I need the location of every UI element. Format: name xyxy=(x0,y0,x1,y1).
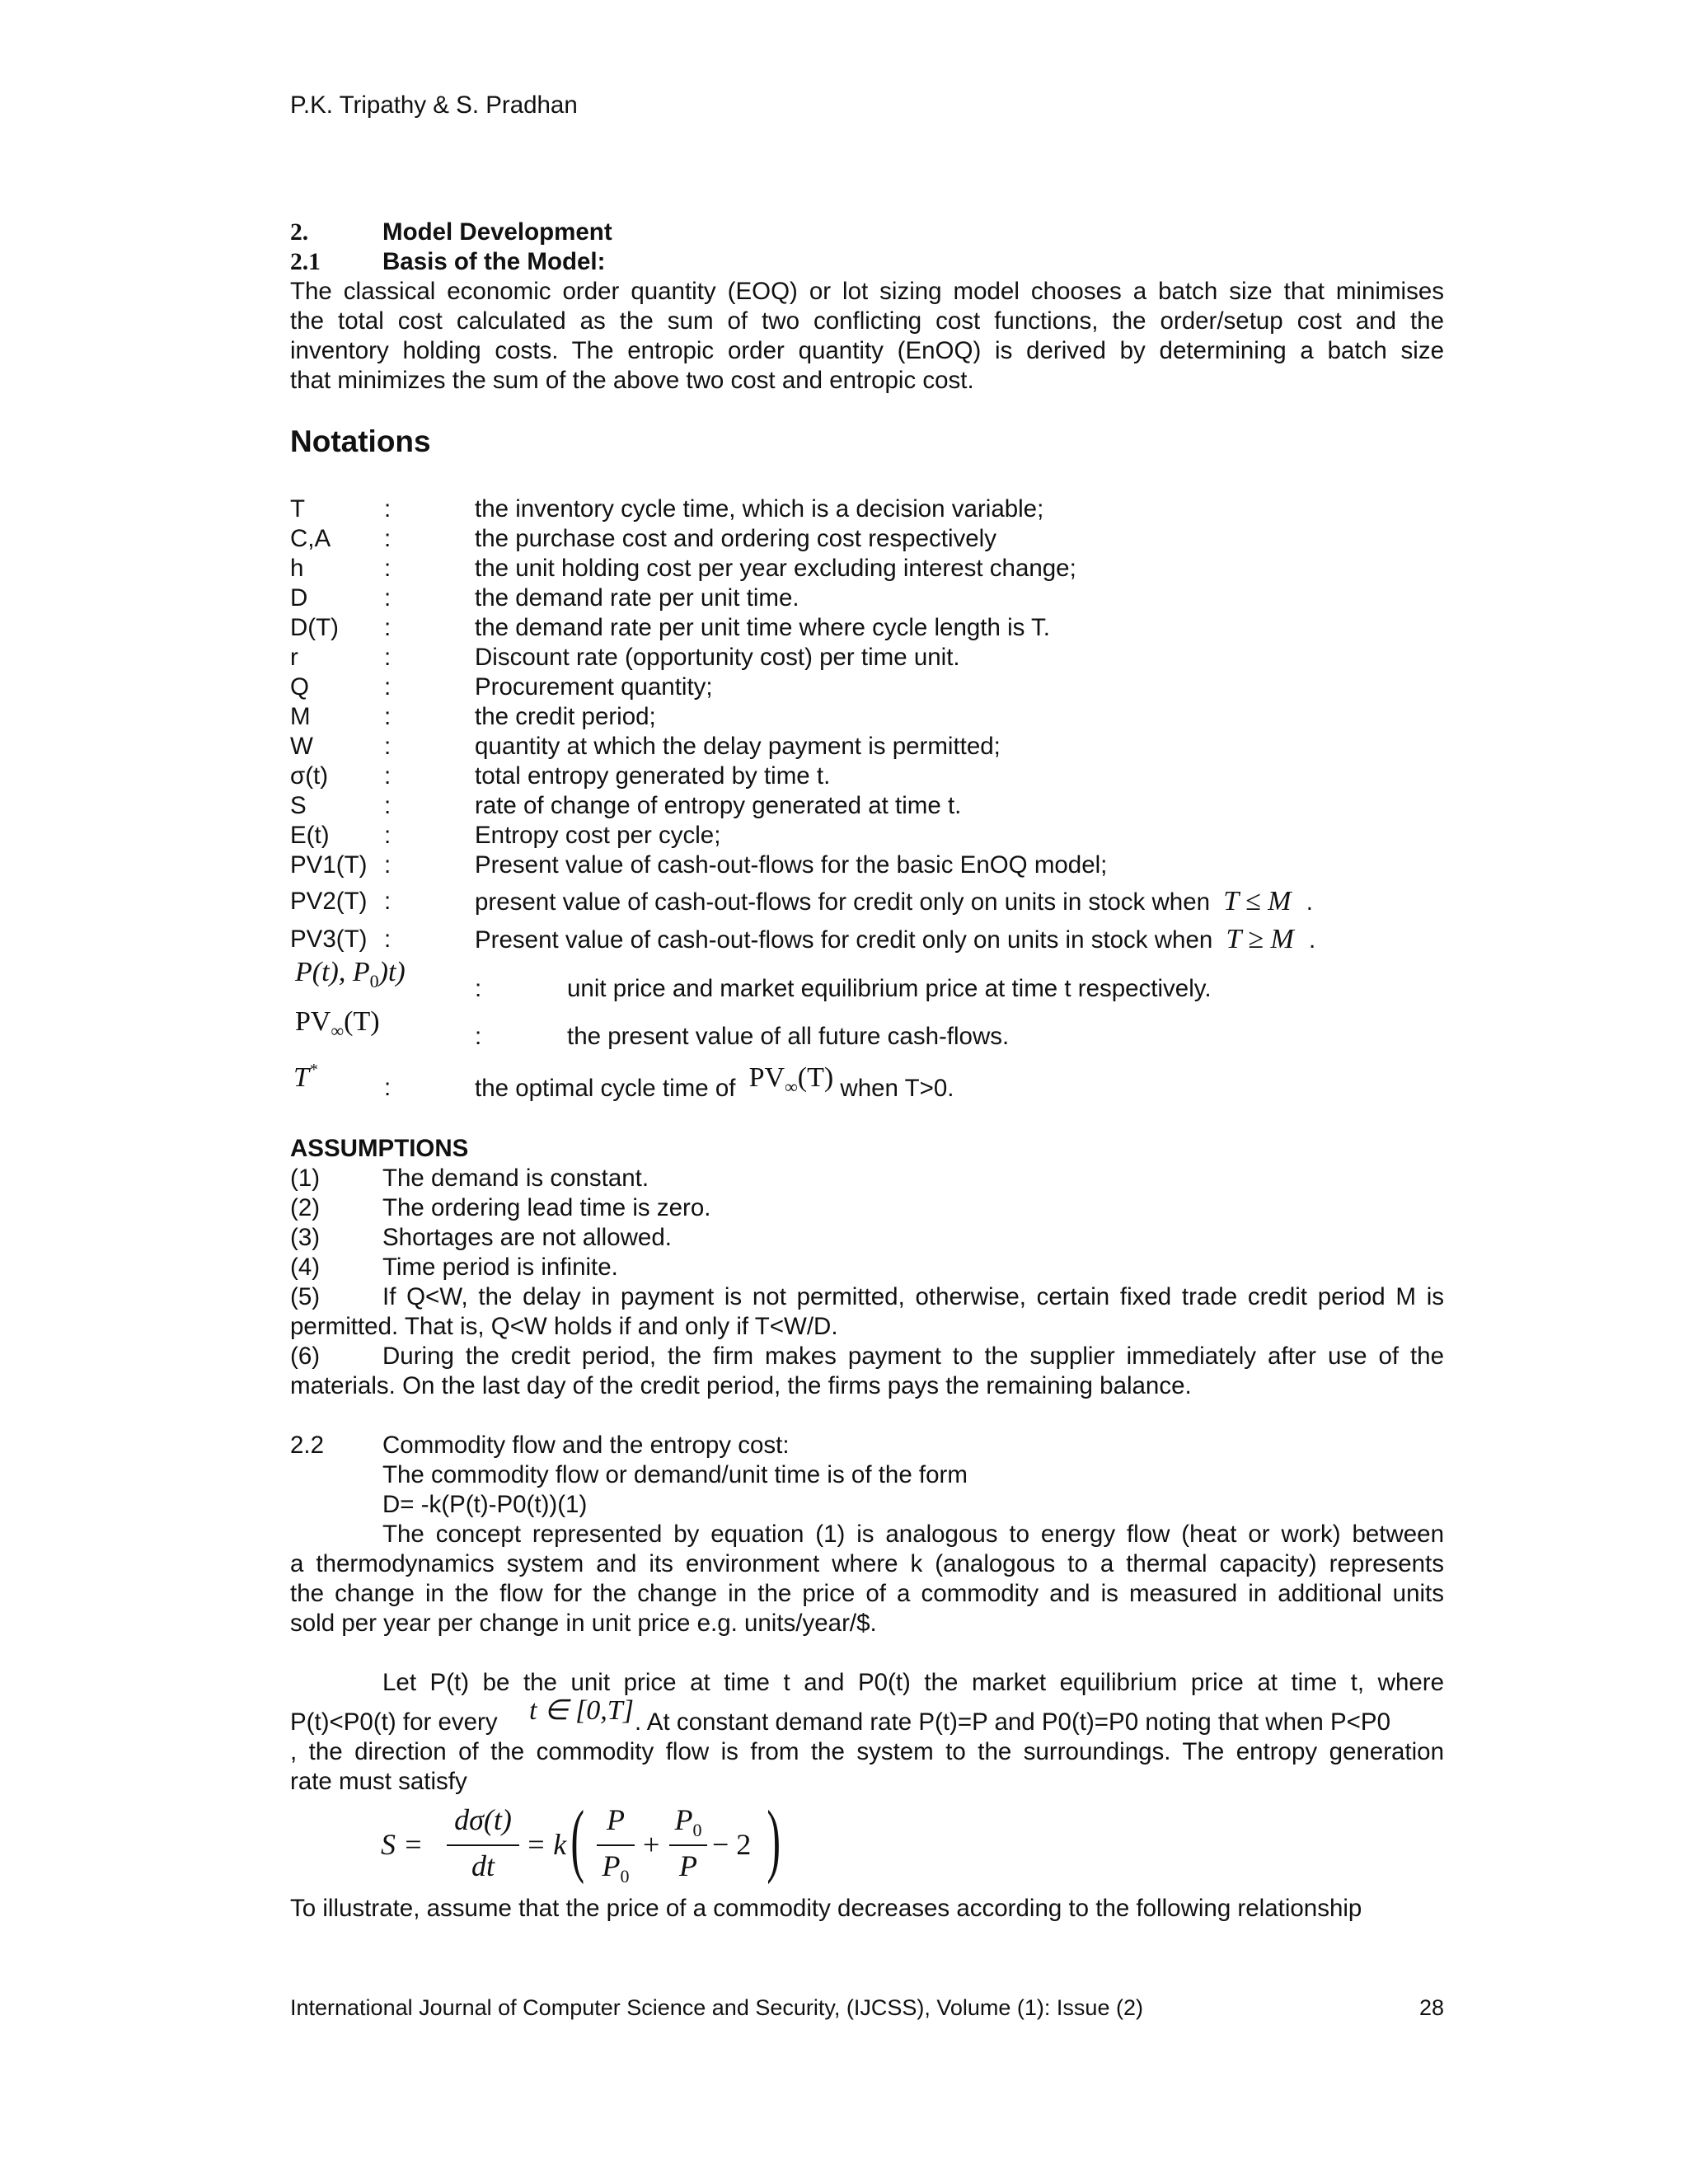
paragraph-line: The concept represented by equation (1) is analogous to energy flow (heat or work) between xyxy=(382,1521,1444,1548)
notation-math-symbol xyxy=(295,958,406,990)
plus-sign: + xyxy=(643,1828,660,1861)
notation-description-text: unit price and market equilibrium price at time t respectively. xyxy=(567,975,1212,1002)
notation-description: Discount rate (opportunity cost) per time unit. xyxy=(475,644,960,671)
notation-symbol: C,A xyxy=(290,525,331,552)
paragraph-line: inventory holding costs. The entropic order quantity (EnOQ) is derived by determining a batch size xyxy=(290,337,1444,364)
inline-math xyxy=(748,1062,834,1097)
notation-description xyxy=(475,1062,954,1105)
notation-description-text: the present value of all future cash-flows. xyxy=(567,1023,1010,1050)
notation-row xyxy=(290,925,1444,954)
notation-description: rate of change of entropy generated at time t. xyxy=(475,792,962,819)
fraction-denominator: dt xyxy=(471,1849,495,1882)
notation-row xyxy=(290,643,1444,673)
notation-colon: : xyxy=(384,792,392,819)
section-title: Commodity flow and the entropy cost: xyxy=(382,1432,790,1459)
notation-description: the unit holding cost per year excluding interest change; xyxy=(475,555,1076,582)
notation-description xyxy=(475,887,1313,917)
assumption-number: (4) xyxy=(290,1254,321,1281)
math-subscript: 0 xyxy=(692,1820,702,1840)
notation-row xyxy=(290,613,1444,643)
notation-colon: : xyxy=(475,975,482,1002)
minus-two: − 2 xyxy=(712,1828,752,1861)
notation-description xyxy=(475,1022,1010,1052)
paragraph-line: the total cost calculated as the sum of two conflicting cost functions, the order/setup cost and the xyxy=(290,307,1444,335)
math-superscript: * xyxy=(308,1061,317,1079)
assumption-text: During the credit period, the firm makes payment to the supplier immediately after use of the xyxy=(382,1343,1444,1370)
assumption-text: Time period is infinite. xyxy=(382,1254,618,1281)
notation-description: quantity at which the delay payment is permitted; xyxy=(475,733,1001,760)
paragraph-line: the change in the flow for the change in the price of a commodity and is measured in additional units xyxy=(290,1580,1444,1607)
notation-symbol: M xyxy=(290,703,311,730)
fraction-bar xyxy=(597,1844,635,1846)
notation-symbol: D(T) xyxy=(290,614,339,641)
entropy-rate-equation xyxy=(381,1793,1040,1899)
notation-description: total entropy generated by time t. xyxy=(475,762,831,790)
math-subscript: ∞ xyxy=(785,1076,798,1097)
notation-description-text: the optimal cycle time of xyxy=(475,1075,736,1102)
notation-description-text: when T>0. xyxy=(840,1075,954,1102)
notation-row xyxy=(290,732,1444,762)
fraction-p0-over-p xyxy=(669,1800,707,1891)
running-header-authors: P.K. Tripathy & S. Pradhan xyxy=(290,91,578,119)
paragraph-line: To illustrate, assume that the price of a commodity decreases according to the following relationship xyxy=(290,1895,1362,1922)
math-part: P xyxy=(674,1803,693,1836)
notation-symbol: Q xyxy=(290,673,309,701)
math-part: )t) xyxy=(378,957,406,987)
right-parenthesis: ) xyxy=(767,1793,781,1885)
fraction-denominator: P xyxy=(679,1849,697,1882)
fraction-numerator: P xyxy=(607,1803,625,1836)
fraction-numerator xyxy=(669,1805,707,1839)
notation-colon: : xyxy=(384,822,392,849)
inline-math: t ∈ [0,T] xyxy=(529,1695,634,1726)
notation-symbol: D xyxy=(290,584,308,612)
notation-colon: : xyxy=(384,555,392,582)
notation-description xyxy=(475,925,1315,955)
notation-row xyxy=(290,524,1444,554)
notation-colon: : xyxy=(384,673,392,701)
notation-colon: : xyxy=(384,525,392,552)
paragraph-line: The commodity flow or demand/unit time is of the form xyxy=(382,1461,968,1488)
notation-description: the credit period; xyxy=(475,703,656,730)
notation-colon: : xyxy=(384,888,392,915)
section-number: 2. xyxy=(290,219,309,246)
fraction-numerator: dσ(t) xyxy=(454,1803,512,1836)
paragraph-line: rate must satisfy xyxy=(290,1768,467,1795)
math-part: PV xyxy=(295,1006,331,1037)
notation-colon: : xyxy=(384,926,392,953)
notation-colon: : xyxy=(384,584,392,612)
inline-math: T ≤ M xyxy=(1223,886,1292,916)
math-part: (T) xyxy=(797,1062,834,1093)
section-title: Basis of the Model: xyxy=(382,248,606,275)
notation-symbol: PV1(T) xyxy=(290,851,368,879)
assumption-text-continued: permitted. That is, Q<W holds if and only if T<W/D. xyxy=(290,1313,838,1340)
paragraph-line xyxy=(290,1695,1444,1737)
notation-symbol: σ(t) xyxy=(290,762,329,790)
paragraph-line: a thermodynamics system and its environment where k (analogous to a thermal capacity) represents xyxy=(290,1550,1444,1577)
notation-description-text: present value of cash-out-flows for credit only on units in stock when xyxy=(475,888,1211,916)
notation-row xyxy=(290,702,1444,732)
notation-row xyxy=(290,1062,1444,1103)
notation-symbol: h xyxy=(290,555,304,582)
notation-symbol: PV3(T) xyxy=(290,926,368,953)
notation-colon: : xyxy=(384,762,392,790)
section-2-1-heading xyxy=(290,247,1444,277)
notation-description: the demand rate per unit time where cycle length is T. xyxy=(475,614,1050,641)
notation-symbol: PV2(T) xyxy=(290,888,368,915)
notation-row xyxy=(290,762,1444,791)
footer-page-number: 28 xyxy=(1418,1995,1444,2020)
section-title: Model Development xyxy=(382,218,612,246)
assumption-text-continued: materials. On the last day of the credit period, the firms pays the remaining balance. xyxy=(290,1372,1192,1399)
notation-description: Present value of cash-out-flows for the basic EnOQ model; xyxy=(475,851,1108,879)
equation-1-line: D= -k(P(t)-P0(t))(1) xyxy=(382,1491,588,1518)
math-subscript: ∞ xyxy=(331,1020,345,1041)
assumption-text: The demand is constant. xyxy=(382,1165,649,1192)
notation-description-text: Present value of cash-out-flows for credit only on units in stock when xyxy=(475,926,1213,954)
notation-colon: : xyxy=(384,644,392,671)
assumption-text: If Q<W, the delay in payment is not permitted, otherwise, certain fixed trade credit period M is xyxy=(382,1283,1444,1310)
notations-heading: Notations xyxy=(290,424,431,458)
assumption-item xyxy=(290,1282,1444,1312)
fraction-dsigma-dt xyxy=(447,1800,519,1891)
assumption-text: The ordering lead time is zero. xyxy=(382,1194,711,1221)
notation-colon: : xyxy=(384,733,392,760)
notation-description: Procurement quantity; xyxy=(475,673,713,701)
paragraph-line: Let P(t) be the unit price at time t and P0(t) the market equilibrium price at time t, where xyxy=(382,1669,1444,1696)
math-subscript: 0 xyxy=(369,971,379,991)
section-number: 2.2 xyxy=(290,1432,325,1459)
section-number: 2.1 xyxy=(290,249,321,275)
notation-description: the inventory cycle time, which is a decision variable; xyxy=(475,495,1044,523)
math-part: (T) xyxy=(344,1006,380,1037)
notation-row xyxy=(290,673,1444,702)
text-run: P(t)<P0(t) for every xyxy=(290,1708,498,1736)
assumption-number: (1) xyxy=(290,1165,321,1192)
fraction-bar xyxy=(447,1844,519,1846)
equation-equals-k: = k xyxy=(526,1828,567,1861)
notation-description: the purchase cost and ordering cost respectively xyxy=(475,525,996,552)
notation-symbol: E(t) xyxy=(290,822,330,849)
assumption-number: (2) xyxy=(290,1194,321,1221)
assumption-text: Shortages are not allowed. xyxy=(382,1224,672,1251)
notation-row xyxy=(290,494,1444,524)
notation-symbol: r xyxy=(290,644,298,671)
notation-symbol: T xyxy=(290,495,306,523)
period: . xyxy=(1306,888,1313,916)
math-part: P(t), P xyxy=(295,957,370,987)
paragraph-line: The classical economic order quantity (EOQ) or lot sizing model chooses a batch size that minimises xyxy=(290,278,1444,305)
math-subscript: 0 xyxy=(620,1866,630,1886)
notation-description: the demand rate per unit time. xyxy=(475,584,799,612)
equation-lhs: S = xyxy=(381,1828,424,1861)
inline-math: T ≥ M xyxy=(1226,924,1294,954)
period: . xyxy=(1308,926,1316,954)
footer-journal: International Journal of Computer Science and Security, (IJCSS), Volume (1): Issue (2) xyxy=(290,1995,1143,2020)
assumption-item xyxy=(290,1164,1444,1193)
notation-colon: : xyxy=(475,1023,482,1050)
paragraph-line: , the direction of the commodity flow is from the system to the surroundings. The entropy generation xyxy=(290,1738,1444,1765)
notation-colon: : xyxy=(384,851,392,879)
section-2-2-heading xyxy=(290,1431,1444,1460)
notation-colon: : xyxy=(384,495,392,523)
notation-row xyxy=(290,791,1444,821)
notation-row xyxy=(290,887,1444,916)
left-parenthesis: ( xyxy=(570,1793,584,1885)
assumption-item xyxy=(290,1193,1444,1223)
notation-row xyxy=(290,821,1444,851)
math-part: PV xyxy=(748,1062,785,1093)
assumption-item xyxy=(290,1342,1444,1371)
notation-math-symbol xyxy=(295,1007,380,1039)
paragraph-line: sold per year per change in unit price e.g. units/year/$. xyxy=(290,1610,877,1637)
notation-colon: : xyxy=(384,614,392,641)
text-run: . At constant demand rate P(t)=P and P0(t)=P0 noting that when P<P0 xyxy=(635,1708,1390,1736)
math-part: T xyxy=(293,1062,309,1093)
assumptions-heading: ASSUMPTIONS xyxy=(290,1135,469,1162)
paper-page xyxy=(290,0,1444,2184)
paragraph-line: that minimizes the sum of the above two cost and entropic cost. xyxy=(290,367,974,394)
notation-symbol: S xyxy=(290,792,307,819)
fraction-denominator xyxy=(597,1851,635,1885)
assumption-number: (3) xyxy=(290,1224,321,1251)
notation-row xyxy=(290,851,1444,880)
notation-description: Entropy cost per cycle; xyxy=(475,822,721,849)
notation-symbol: W xyxy=(290,733,313,760)
math-part: P xyxy=(602,1849,621,1882)
notation-row xyxy=(290,554,1444,583)
notation-colon: : xyxy=(384,703,392,730)
assumption-item xyxy=(290,1253,1444,1282)
section-2-heading xyxy=(290,218,1444,247)
assumption-number: (6) xyxy=(290,1343,321,1370)
assumption-number: (5) xyxy=(290,1283,321,1310)
fraction-bar xyxy=(669,1844,707,1846)
assumption-item xyxy=(290,1223,1444,1253)
notation-row xyxy=(290,583,1444,613)
notation-colon: : xyxy=(384,1074,392,1101)
notation-description xyxy=(475,974,1212,1004)
fraction-p-over-p0 xyxy=(597,1800,635,1891)
